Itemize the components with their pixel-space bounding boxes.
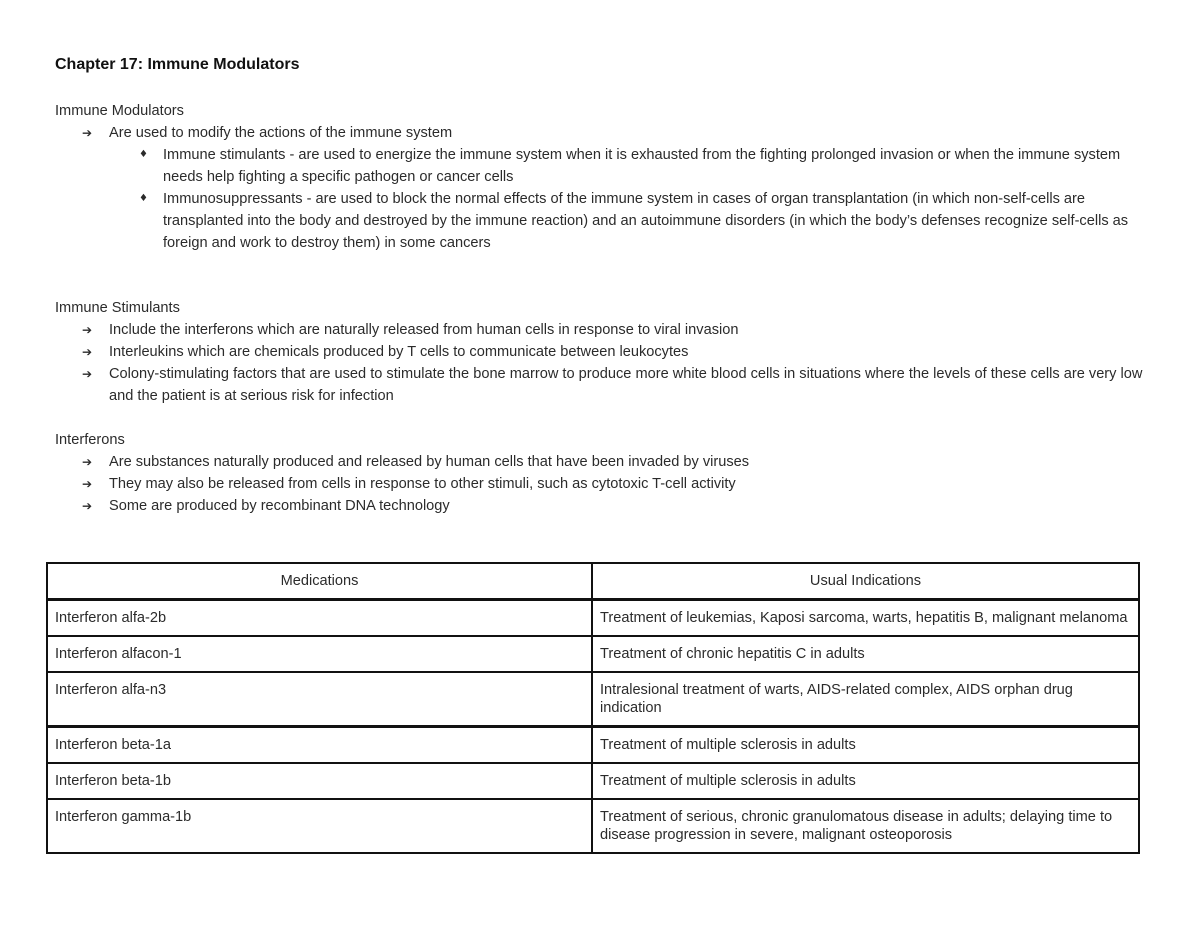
list-item: ➔ Interleukins which are chemicals produced by T cells to communicate between leukocytes	[55, 341, 1145, 363]
list-item: ➔ They may also be released from cells in response to other stimuli, such as cytotoxic T-cell activity	[55, 473, 1145, 495]
bullet-list	[55, 319, 1145, 407]
list-item: ➔ Colony-stimulating factors that are used to stimulate the bone marrow to produce more white blood cells in situations where the levels of these cells are very low and the patient is at serious risk for infection	[55, 363, 1145, 407]
section-heading: Immune Stimulants	[55, 300, 180, 316]
section-heading: Interferons	[55, 432, 125, 448]
table-row	[47, 600, 1139, 637]
sub-list-item: ♦ Immunosuppressants - are used to block the normal effects of the immune system in cases of organ transplantation (in which non-self-cells are transplanted into the body and destroyed by the immune reaction) and an autoimmune disorders (in which the body’s defenses recognize self-cells as foreign and work to destroy them) in some cancers	[109, 188, 1143, 254]
table-row	[47, 727, 1139, 764]
indication-cell: Treatment of multiple sclerosis in adults	[592, 763, 1139, 799]
column-header-indications: Usual Indications	[592, 563, 1139, 600]
table-header-row	[47, 563, 1139, 600]
table-row	[47, 672, 1139, 727]
bullet-list	[55, 451, 1145, 517]
medication-cell: Interferon alfa-n3	[47, 672, 592, 727]
indication-cell: Treatment of multiple sclerosis in adults	[592, 727, 1139, 764]
table-row	[47, 636, 1139, 672]
indication-cell: Treatment of serious, chronic granulomatous disease in adults; delaying time to disease progression in severe, malignant osteoporosis	[592, 799, 1139, 853]
table-row	[47, 763, 1139, 799]
section-interferons	[55, 429, 1145, 517]
section-immune-modulators	[55, 100, 1145, 254]
section-heading: Immune Modulators	[55, 103, 184, 119]
indication-cell: Intralesional treatment of warts, AIDS-related complex, AIDS orphan drug indication	[592, 672, 1139, 727]
medication-cell: Interferon beta-1b	[47, 763, 592, 799]
bullet-list	[55, 122, 1145, 254]
list-item	[55, 122, 1145, 254]
sub-bullet-list	[109, 144, 1145, 254]
table-row	[47, 799, 1139, 853]
column-header-medications: Medications	[47, 563, 592, 600]
medication-cell: Interferon alfacon-1	[47, 636, 592, 672]
list-item-text: Are used to modify the actions of the immune system	[109, 125, 453, 141]
indication-cell: Treatment of chronic hepatitis C in adults	[592, 636, 1139, 672]
list-item: ➔ Are substances naturally produced and released by human cells that have been invaded by viruses	[55, 451, 1145, 473]
medication-cell: Interferon gamma-1b	[47, 799, 592, 853]
list-item: ➔ Some are produced by recombinant DNA technology	[55, 495, 1145, 517]
list-item: ➔ Include the interferons which are naturally released from human cells in response to viral invasion	[55, 319, 1145, 341]
medication-cell: Interferon alfa-2b	[47, 600, 592, 637]
indication-cell: Treatment of leukemias, Kaposi sarcoma, warts, hepatitis B, malignant melanoma	[592, 600, 1139, 637]
sub-list-item: ♦ Immune stimulants - are used to energize the immune system when it is exhausted from the fighting prolonged invasion or when the immune system needs help fighting a specific pathogen or cancer cells	[109, 144, 1143, 188]
page-title: Chapter 17: Immune Modulators	[55, 56, 300, 73]
medications-table	[46, 562, 1140, 854]
medication-cell: Interferon beta-1a	[47, 727, 592, 764]
section-immune-stimulants	[55, 297, 1145, 407]
